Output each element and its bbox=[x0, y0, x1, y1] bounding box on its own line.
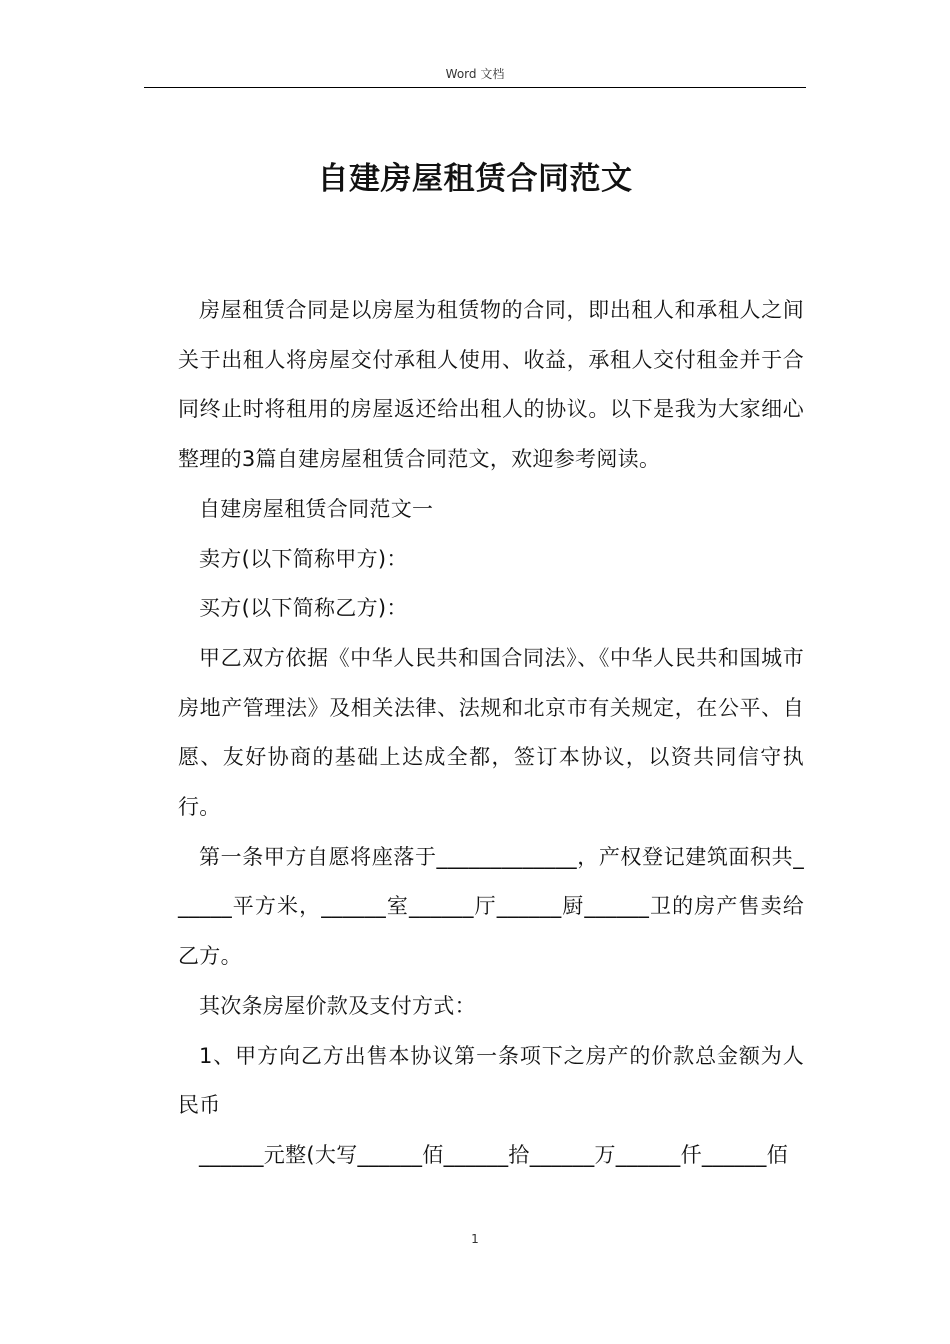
article-two-heading: 其次条房屋价款及支付方式： bbox=[199, 993, 476, 1018]
section-heading: 自建房屋租赁合同范文一 bbox=[199, 496, 434, 521]
page-header: Word 文档 bbox=[445, 67, 505, 81]
agreement-basis-paragraph: 甲乙双方依据《中华人民共和国合同法》、《中华人民共和国城市房地产管理法》及相关法律、法规和北京市有关规定，在公平、自愿、友好协商的基础上达成全都，签订本协议，以资共同信守执行。 bbox=[178, 645, 804, 820]
price-clause-paragraph: 1、甲方向乙方出售本协议第一条项下之房产的价款总金额为人民币 bbox=[178, 1043, 804, 1118]
price-amount-line: ______元整(大写______佰______拾______万______仟______佰 bbox=[199, 1142, 788, 1167]
article-one-paragraph: 第一条甲方自愿将座落于_____________，产权登记建筑面积共______平方米，______室______厅______厨______卫的房产售卖给乙方。 bbox=[178, 844, 804, 969]
document-body bbox=[178, 286, 804, 1181]
buyer-line: 买方(以下简称乙方)： bbox=[199, 596, 408, 621]
intro-paragraph: 房屋租赁合同是以房屋为租赁物的合同，即出租人和承租人之间关于出租人将房屋交付承租人使用、收益，承租人交付租金并于合同终止时将租用的房屋返还给出租人的协议。以下是我为大家细心整理的3篇自建房屋租赁合同范文，欢迎参考阅读。 bbox=[178, 298, 804, 472]
seller-line: 卖方(以下简称甲方)： bbox=[199, 546, 408, 571]
header-divider bbox=[144, 87, 806, 88]
document-title: 自建房屋租赁合同范文 bbox=[317, 161, 633, 197]
page-number: 1 bbox=[471, 1232, 479, 1246]
